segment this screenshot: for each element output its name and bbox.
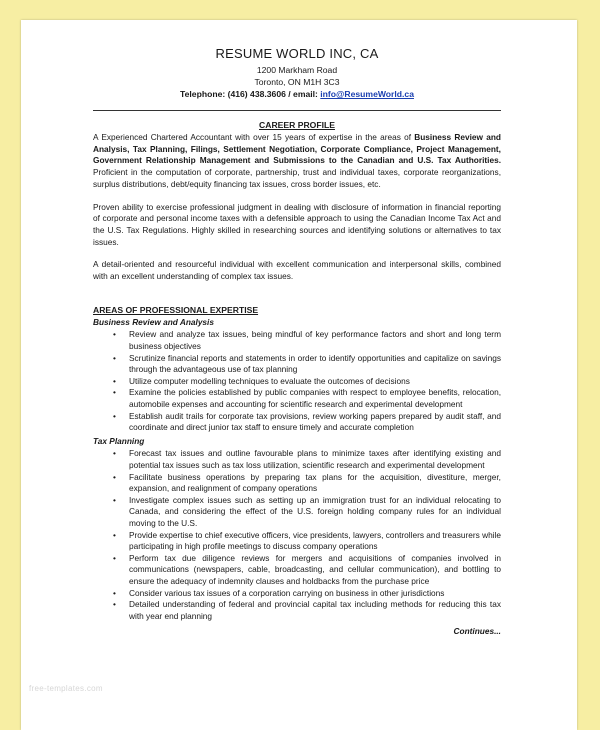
bullet-icon: • <box>113 494 116 505</box>
business-review-list <box>93 329 501 433</box>
career-profile-paragraph-3: A detail-oriented and resourceful individual with excellent communication and interpersonal skills, combined with an excellent understanding of complex tax issues. <box>93 259 501 282</box>
list-item: • Establish audit trails for corporate tax provisions, review working papers prepared by audit staff, and coordinate and direct junior tax staff to ensure timely and accurate completion <box>113 410 501 433</box>
company-name: RESUME WORLD INC, CA <box>215 46 379 61</box>
list-item: • Perform tax due diligence reviews for mergers and acquisitions of companies involved in communications (newspapers, cable, broadcasting, and cellular communication), and bottling to ensure the adequacy of indemnity clauses and holdbacks from the purchase price <box>113 552 501 587</box>
watermark: free-templates.com <box>29 684 103 693</box>
tax-planning-list <box>93 448 501 622</box>
bullet-icon: • <box>113 329 116 340</box>
bullet-icon: • <box>113 587 116 598</box>
list-item: • Facilitate business operations by preparing tax plans for the acquisition, divestiture, merger, expansion, and realignment of company operations <box>113 471 501 494</box>
resume-content <box>93 46 501 636</box>
expertise-group-tax-planning <box>93 436 501 623</box>
career-profile-title: CAREER PROFILE <box>259 120 335 130</box>
contact-prefix: Telephone: (416) 438.3606 / email: <box>180 89 321 99</box>
address-line-2: Toronto, ON M1H 3C3 <box>254 77 340 87</box>
email-link[interactable]: info@ResumeWorld.ca <box>320 89 414 99</box>
list-item: • Investigate complex issues such as setting up an immigration trust for an individual relocating to Canada, and considering the effect of the U.S. foreign holding company rules for an individual moving to the U.S. <box>113 494 501 529</box>
career-profile-paragraph-2: Proven ability to exercise professional judgment in dealing with disclosure of information in financial reporting of corporate and personal income taxes with a defensible approach to using the Canadian Income Tax Act and the U.S. Tax Regulations. Highly skilled in researching sources and identifying solutions or alternatives to tax issues. <box>93 201 501 247</box>
career-profile-paragraph-1 <box>93 132 501 191</box>
bullet-icon: • <box>113 410 116 421</box>
group-heading: Business Review and Analysis <box>93 316 214 327</box>
list-item: • Scrutinize financial reports and statements in order to identify opportunities and capitalize on savings through the advantageous use of tax planning <box>113 352 501 375</box>
profile-intro: A Experienced Chartered Accountant with over 15 years of expertise in the areas of <box>93 132 415 142</box>
bullet-icon: • <box>113 352 116 363</box>
list-item: • Detailed understanding of federal and provincial capital tax including methods for reducing this tax with year end planning <box>113 599 501 621</box>
resume-header <box>93 46 501 100</box>
list-item: • Forecast tax issues and outline favourable plans to minimize taxes after identifying existing and potential tax issues such as tax loss utilization, scientific research and experimental development <box>113 448 501 471</box>
bullet-icon: • <box>113 375 116 386</box>
bullet-icon: • <box>113 529 116 540</box>
expertise-group-business-review <box>93 317 501 434</box>
resume-page <box>21 20 577 730</box>
bullet-icon: • <box>113 387 116 398</box>
contact-line <box>93 88 501 100</box>
bullet-icon: • <box>113 448 116 459</box>
list-item: • Provide expertise to chief executive officers, vice presidents, lawyers, controllers and treasurers while participating in high profile meetings to discuss company operations <box>113 529 501 552</box>
group-heading: Tax Planning <box>93 435 145 446</box>
profile-areas: Business Review and Analysis, Tax Planning, Filings, Settlement Negotiation, Corporate Compliance, Project Management, Government Relationship Management and Submissions to the Canadian and U.S. Tax Authorities. <box>93 132 501 166</box>
list-item: • Utilize computer modelling techniques to evaluate the outcomes of decisions <box>113 375 410 386</box>
bullet-icon: • <box>113 552 116 563</box>
bullet-icon: • <box>113 599 116 610</box>
bullet-icon: • <box>113 471 116 482</box>
list-item: • Consider various tax issues of a corporation carrying on business in other jurisdictions <box>113 587 445 598</box>
profile-proficiency: Proficient in the computation of corporate, partnership, trust and individual taxes, corporate reorganizations, surplus distributions, debt/equity financing tax issues, cross border issues, etc. <box>93 167 501 189</box>
header-divider <box>93 110 501 111</box>
list-item: • Examine the policies established by public companies with respect to employee benefits, relocation, automobile expenses and accounting for scientific research and experimental development <box>113 387 501 409</box>
continues-note: Continues... <box>453 626 501 637</box>
expertise-title: AREAS OF PROFESSIONAL EXPERTISE <box>93 304 259 315</box>
list-item: • Review and analyze tax issues, being mindful of key performance factors and short and long term business objectives <box>113 329 501 352</box>
address-line-1: 1200 Markham Road <box>256 65 338 75</box>
